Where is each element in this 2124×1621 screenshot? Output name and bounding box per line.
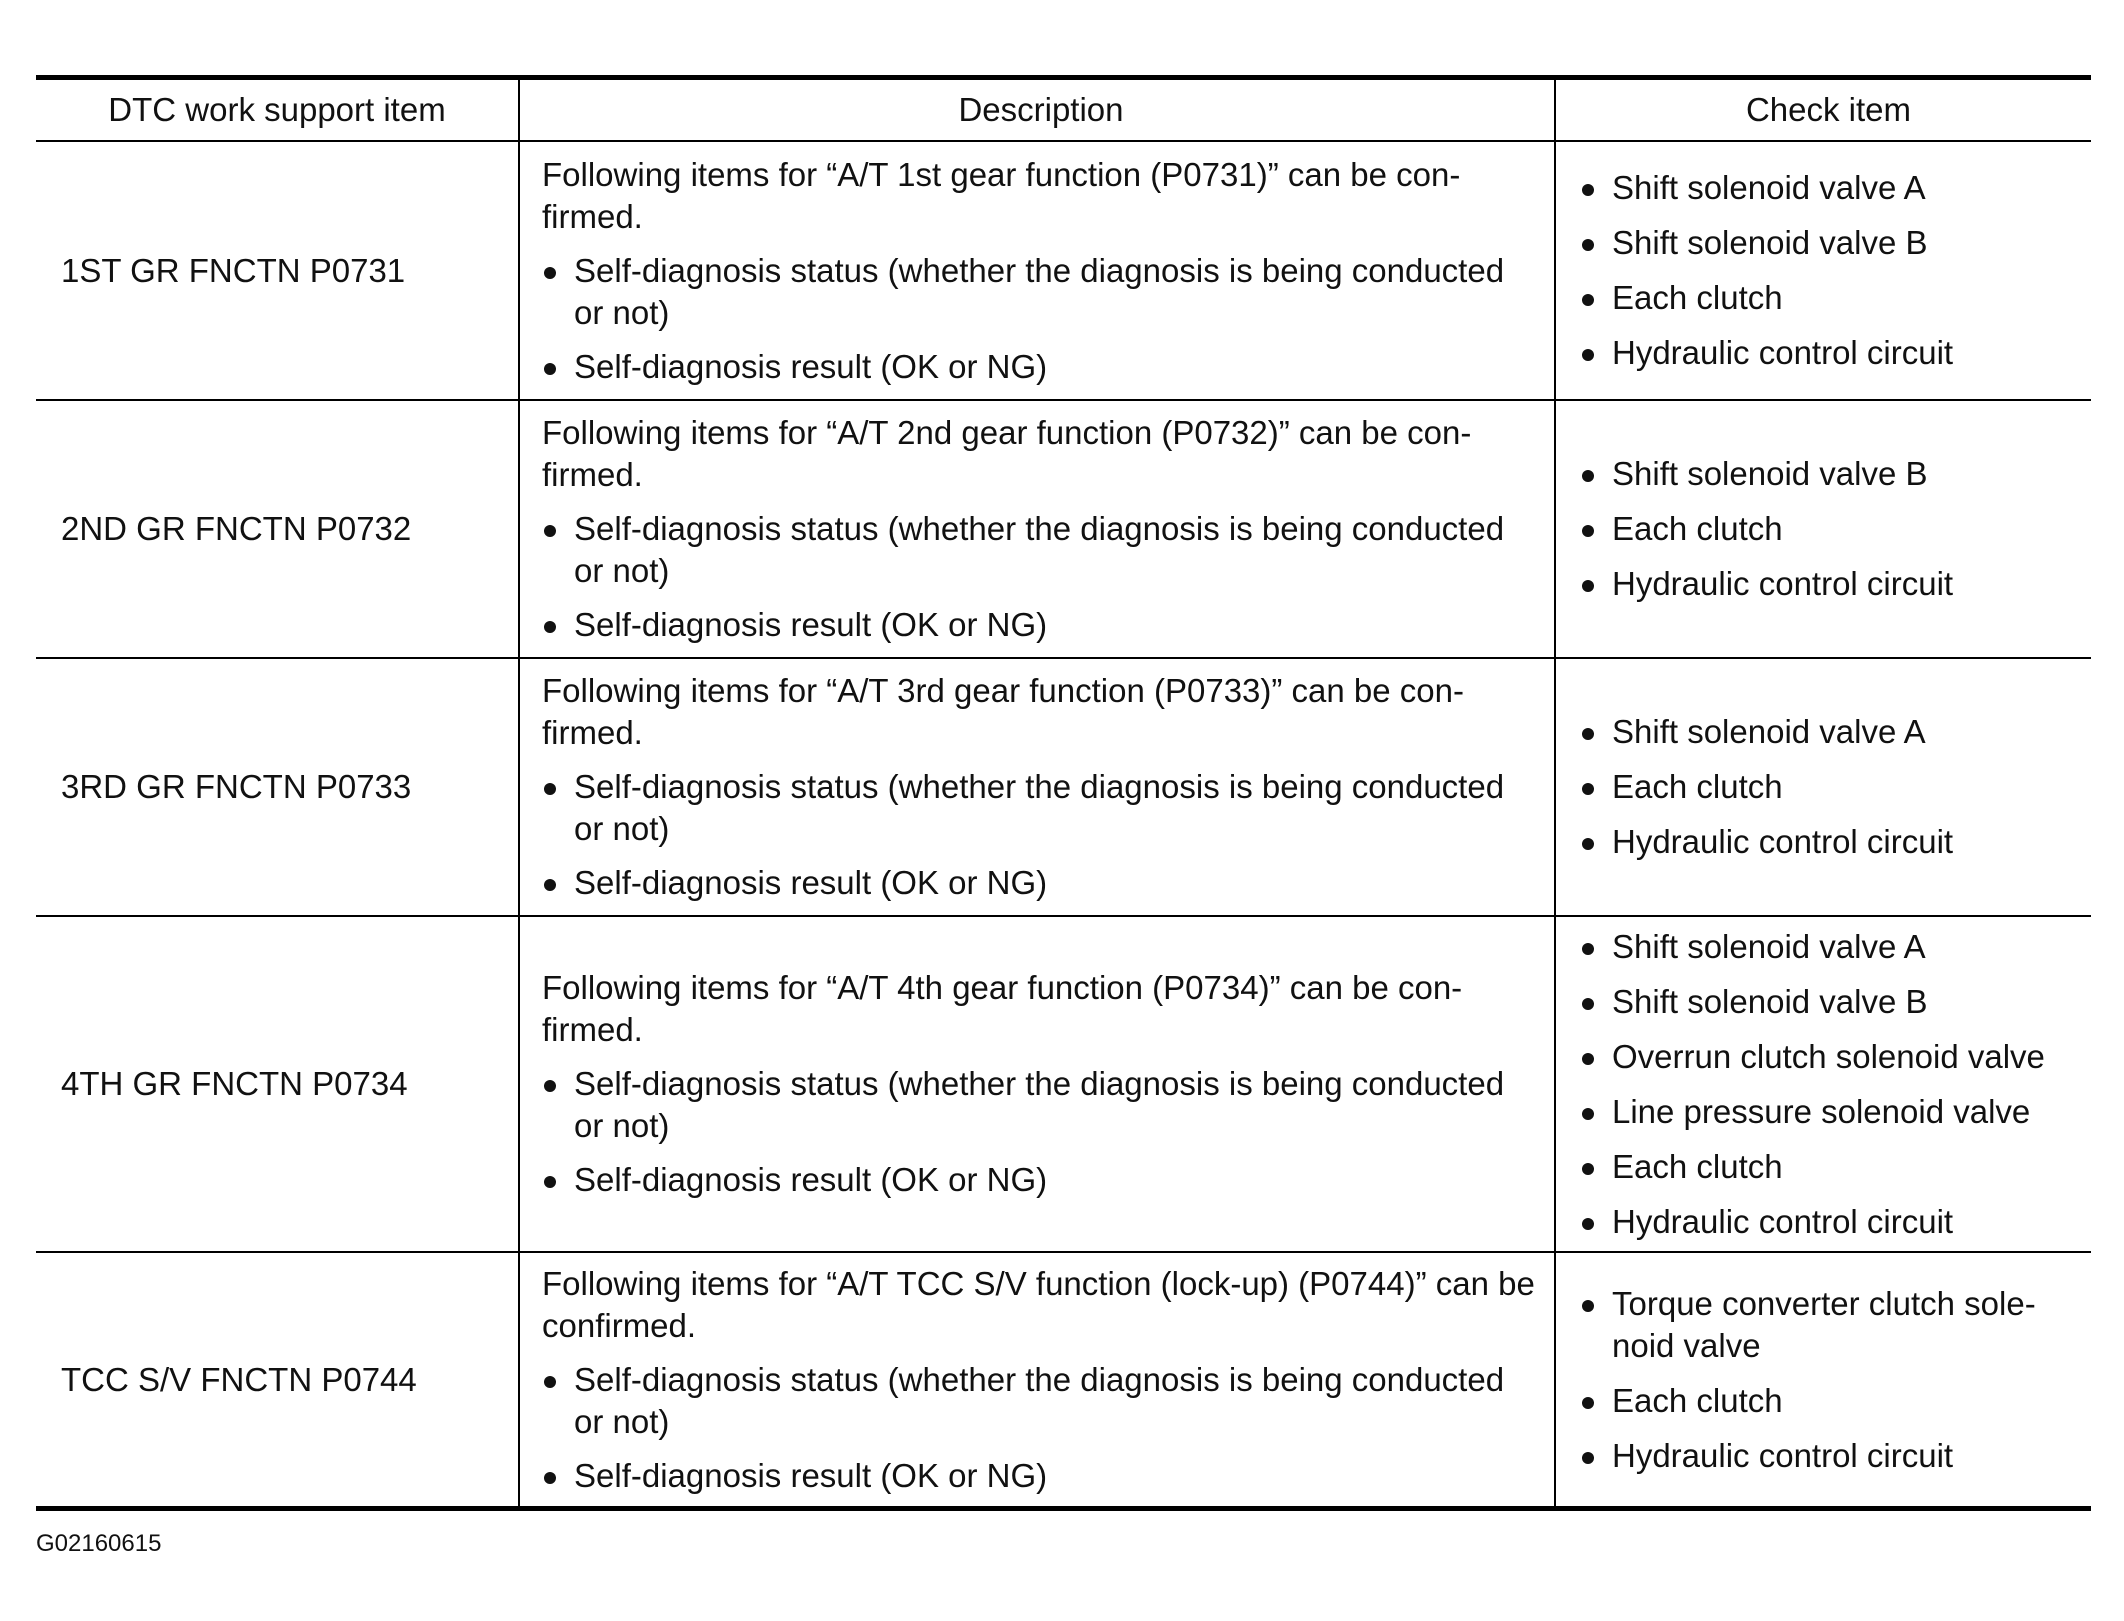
check-item: Each clutch xyxy=(1580,277,2077,319)
bullet-icon xyxy=(544,525,556,537)
bullet-icon xyxy=(1582,1053,1594,1065)
check-item: Each clutch xyxy=(1580,508,2077,550)
bullet-icon xyxy=(544,1376,556,1388)
description-bullet: Self-diagnosis status (whether the diagnosis is being conducted or not) xyxy=(542,1063,1540,1147)
check-item: Hydraulic control circuit xyxy=(1580,1201,2077,1243)
check-item: Shift solenoid valve A xyxy=(1580,711,2077,753)
header-description: Description xyxy=(520,80,1556,140)
description-cell xyxy=(520,401,1556,657)
figure-id: G02160615 xyxy=(36,1530,162,1557)
bullet-icon xyxy=(1582,998,1594,1010)
description-intro: Following items for “A/T TCC S/V function (lock-up) (P0744)” can be confirmed. xyxy=(542,1264,1535,1344)
check-item: Each clutch xyxy=(1580,1380,2077,1422)
bullet-icon xyxy=(1582,1108,1594,1120)
bullet-icon xyxy=(1582,525,1594,537)
description-bullet: Self-diagnosis result (OK or NG) xyxy=(542,862,1540,904)
table-row xyxy=(36,917,2091,1253)
check-item: Torque converter clutch sole-noid valve xyxy=(1580,1283,2077,1367)
bullet-icon xyxy=(1582,470,1594,482)
bullet-icon xyxy=(1582,184,1594,196)
dtc-item-cell: TCC S/V FNCTN P0744 xyxy=(36,1253,520,1506)
check-item: Each clutch xyxy=(1580,766,2077,808)
bullet-icon xyxy=(1582,239,1594,251)
bullet-icon xyxy=(1582,580,1594,592)
description-bullet: Self-diagnosis status (whether the diagnosis is being conducted or not) xyxy=(542,250,1540,334)
check-item: Overrun clutch solenoid valve xyxy=(1580,1036,2077,1078)
description-cell xyxy=(520,1253,1556,1506)
check-item: Shift solenoid valve B xyxy=(1580,453,2077,495)
check-item: Each clutch xyxy=(1580,1146,2077,1188)
table-header-row xyxy=(36,80,2091,142)
bullet-icon xyxy=(1582,838,1594,850)
description-bullet: Self-diagnosis result (OK or NG) xyxy=(542,1159,1540,1201)
bullet-icon xyxy=(1582,1300,1594,1312)
description-intro: Following items for “A/T 1st gear function (P0731)” can be con-firmed. xyxy=(542,155,1461,235)
bullet-icon xyxy=(1582,783,1594,795)
description-intro: Following items for “A/T 2nd gear function (P0732)” can be con-firmed. xyxy=(542,414,1472,493)
table-row xyxy=(36,659,2091,917)
bullet-icon xyxy=(1582,728,1594,740)
bullet-icon xyxy=(544,1080,556,1092)
check-item: Line pressure solenoid valve xyxy=(1580,1091,2077,1133)
bullet-icon xyxy=(1582,1397,1594,1409)
bullet-icon xyxy=(1582,349,1594,361)
check-item: Hydraulic control circuit xyxy=(1580,563,2077,605)
dtc-work-support-table xyxy=(36,75,2091,1511)
dtc-item-cell: 2ND GR FNCTN P0732 xyxy=(36,401,520,657)
check-item: Shift solenoid valve B xyxy=(1580,981,2077,1023)
bullet-icon xyxy=(1582,294,1594,306)
dtc-item-cell: 3RD GR FNCTN P0733 xyxy=(36,659,520,915)
bullet-icon xyxy=(544,1176,556,1188)
description-bullet: Self-diagnosis status (whether the diagnosis is being conducted or not) xyxy=(542,508,1540,592)
header-dtc-work-support-item: DTC work support item xyxy=(36,80,520,140)
description-intro: Following items for “A/T 4th gear function (P0734)” can be con-firmed. xyxy=(542,969,1463,1048)
check-item-cell xyxy=(1556,142,2091,399)
bullet-icon xyxy=(1582,1452,1594,1464)
table-row xyxy=(36,1253,2091,1506)
description-bullet: Self-diagnosis status (whether the diagnosis is being conducted or not) xyxy=(542,766,1540,850)
check-item-cell xyxy=(1556,659,2091,915)
check-item: Shift solenoid valve A xyxy=(1580,926,2077,968)
check-item: Hydraulic control circuit xyxy=(1580,332,2077,374)
check-item-cell xyxy=(1556,917,2091,1251)
bullet-icon xyxy=(1582,1218,1594,1230)
bullet-icon xyxy=(544,363,556,375)
dtc-item-cell: 4TH GR FNCTN P0734 xyxy=(36,917,520,1251)
check-item-cell xyxy=(1556,401,2091,657)
table-row xyxy=(36,401,2091,659)
bullet-icon xyxy=(1582,943,1594,955)
header-check-item: Check item xyxy=(1745,91,1912,128)
bullet-icon xyxy=(544,783,556,795)
description-bullet: Self-diagnosis result (OK or NG) xyxy=(542,1455,1540,1497)
check-item: Shift solenoid valve B xyxy=(1580,222,2077,264)
bullet-icon xyxy=(1582,1163,1594,1175)
description-intro: Following items for “A/T 3rd gear function (P0733)” can be con-firmed. xyxy=(542,672,1464,751)
check-item: Shift solenoid valve A xyxy=(1580,167,2077,209)
check-item: Hydraulic control circuit xyxy=(1580,1435,2077,1477)
check-item: Hydraulic control circuit xyxy=(1580,821,2077,863)
bullet-icon xyxy=(544,621,556,633)
bullet-icon xyxy=(544,1472,556,1484)
description-bullet: Self-diagnosis result (OK or NG) xyxy=(542,346,1540,388)
description-cell xyxy=(520,917,1556,1251)
bullet-icon xyxy=(544,267,556,279)
description-bullet: Self-diagnosis status (whether the diagnosis is being conducted or not) xyxy=(542,1359,1540,1443)
dtc-item-cell: 1ST GR FNCTN P0731 xyxy=(36,142,520,399)
table-row xyxy=(36,142,2091,401)
description-bullet: Self-diagnosis result (OK or NG) xyxy=(542,604,1540,646)
bullet-icon xyxy=(544,879,556,891)
check-item-cell xyxy=(1556,1253,2091,1506)
description-cell xyxy=(520,659,1556,915)
description-cell xyxy=(520,142,1556,399)
